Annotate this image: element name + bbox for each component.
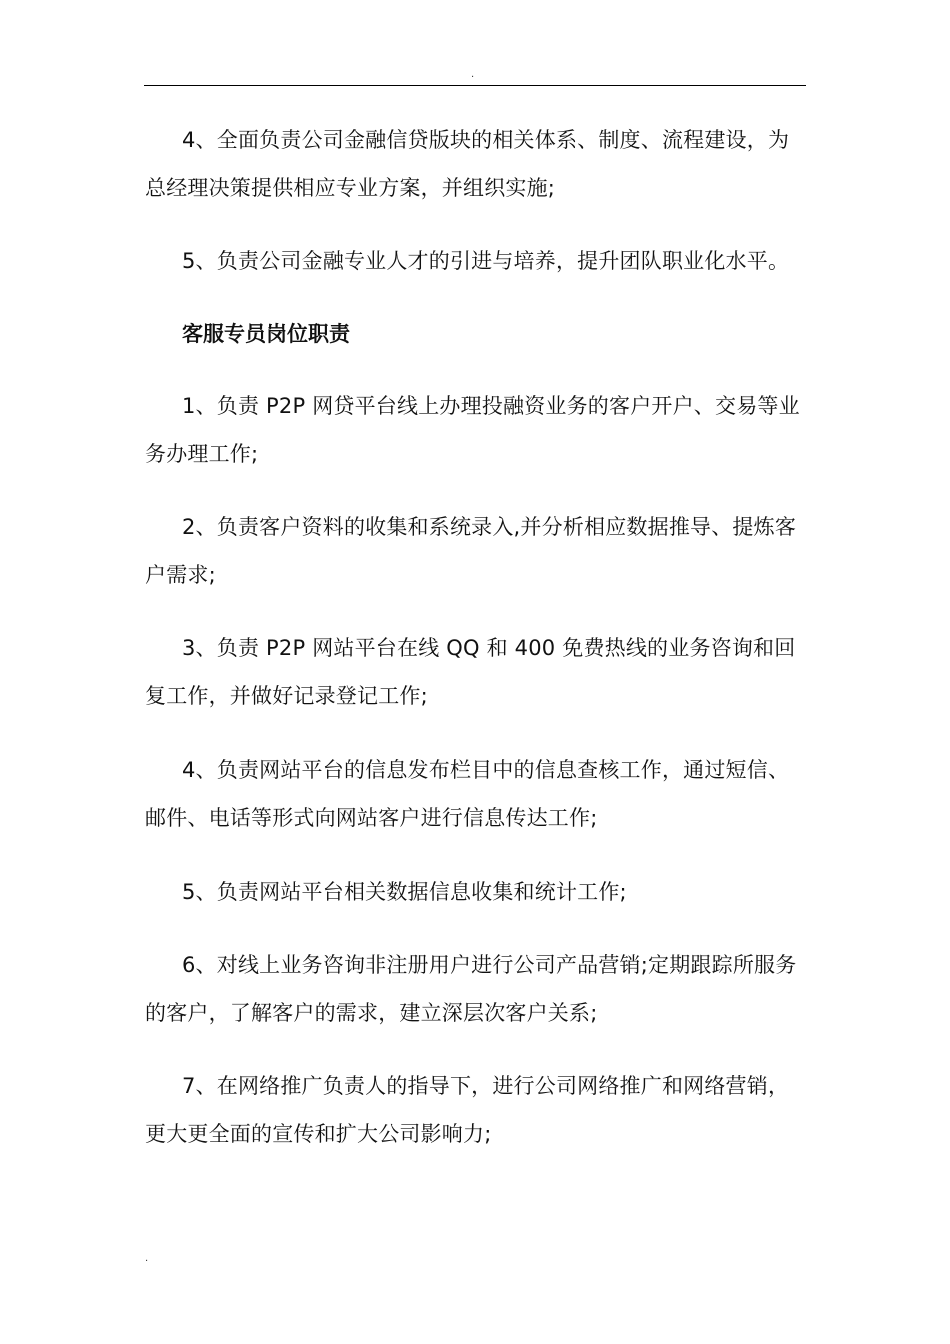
paragraph-top-4: 4、全面负责公司金融信贷版块的相关体系、制度、流程建设，为总经理决策提供相应专业方案，并组织实施; [145,128,790,200]
list-item-5: 5、负责网站平台相关数据信息收集和统计工作; [182,880,627,904]
header-mark: . [471,69,475,80]
section-heading: 客服专员岗位职责 [182,322,350,346]
paragraph-top-5: 5、负责公司金融专业人才的引进与培养，提升团队职业化水平。 [182,249,790,273]
list-item-1: 1、负责 P2P 网贷平台线上办理投融资业务的客户开户、交易等业务办理工作; [145,394,800,466]
list-item-7: 7、在网络推广负责人的指导下，进行公司网络推广和网络营销，更大更全面的宣传和扩大公司影响力; [145,1074,790,1146]
list-item-4: 4、负责网站平台的信息发布栏目中的信息查核工作，通过短信、邮件、电话等形式向网站客户进行信息传达工作; [145,758,790,830]
footer-mark: . [145,1253,149,1264]
list-item-2: 2、负责客户资料的收集和系统录入,并分析相应数据推导、提炼客户需求; [145,515,797,587]
list-item-3: 3、负责 P2P 网站平台在线 QQ 和 400 免费热线的业务咨询和回复工作，并做好记录登记工作; [145,636,796,708]
list-item-6: 6、对线上业务咨询非注册用户进行公司产品营销;定期跟踪所服务的客户，了解客户的需求，建立深层次客户关系; [145,953,797,1025]
